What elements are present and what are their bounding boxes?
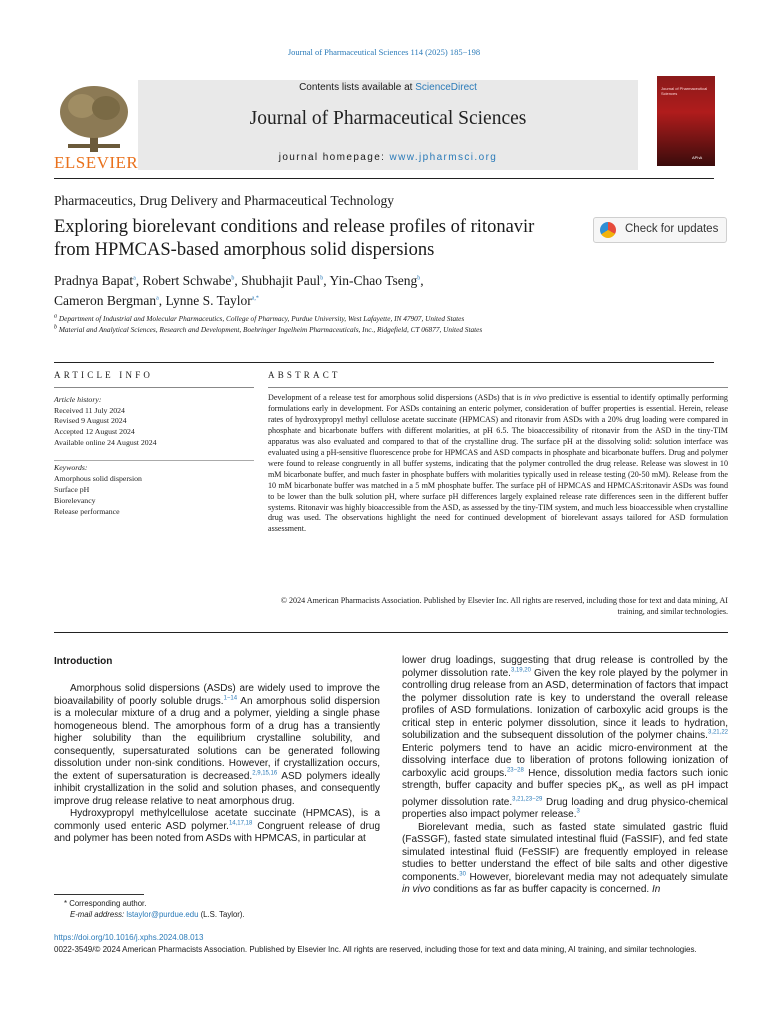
- doi-link[interactable]: https://doi.org/10.1016/j.xphs.2024.08.013: [54, 933, 204, 942]
- paragraph: lower drug loadings, suggesting that drug release is controlled by the polymer dissolution rate.$^{3,19,20}$ Given the key role played by the polymer in controlling drug release from an ASD, determination of factors that impact the polymer dissolution rate is key to understand the overall release profiles of ASD formulations. Ionization of carboxylic acid groups is the critical step in enteric polymer dissolution, since it leads to hydration, solubilization and the subsequent dissolution of the polymer chains.$^{3,21,22}$ Enteric polymers tend to have an acidic micro-environment at the dissolving interface due to liberation of protons following ionization of carboxylic acid groups.$^{23-28}$ Hence, dissolution media factors such ionic strength, buffer capacity and buffer species $pK_a$, as well as pH impact polymer dissolution rate.$^{3,21,23-29}$ Drug loading and drug physico-chemical properties also impact polymer release.$^3$: [402, 655, 728, 820]
- affiliation-mark[interactable]: a: [156, 295, 159, 302]
- author[interactable]: Lynne S. Taylor: [165, 293, 252, 308]
- authors-line-1: Pradnya Bapat$^a$, Robert Schwabe$^b$, Shubhajit Paul$^b$, Yin-Chao Tseng$^b$,: [54, 273, 424, 288]
- right-column: [402, 655, 728, 897]
- cover-badge: APhA: [692, 155, 703, 160]
- citation[interactable]: 3: [576, 808, 580, 815]
- keyword: Amorphous solid dispersion: [54, 474, 142, 483]
- affiliation-mark[interactable]: a: [133, 275, 136, 282]
- citation[interactable]: 30: [459, 871, 466, 878]
- paragraph: Hydroxypropyl methylcellulose acetate succinate (HPMCAS), is a commonly used enteric ASD polymer.$^{14,17,18}$ Congruent release of drug and polymer has been noted from ASDs with HPMCAS, in particular at: [54, 808, 381, 844]
- author[interactable]: Pradnya Bapat: [54, 273, 134, 288]
- abstract-heading: ABSTRACT: [268, 370, 341, 380]
- info-subdivider: [54, 387, 254, 388]
- authors-line-2: Cameron Bergman$^a$, Lynne S. Taylor$^{a,*}$: [54, 293, 259, 308]
- keywords-label: Keywords:: [54, 463, 88, 472]
- citation[interactable]: 3,21,22: [707, 729, 728, 736]
- paragraph: Biorelevant media, such as fasted state simulated gastric fluid (FaSSGF), fasted state simulated intestinal fluid (FaSSIF), and fed state simulated intestinal fluid (FeSSIF) are frequently employed in release studies to better understand the effect of bile salts and other digestive components.$^{30}$ However, biorelevant media may not adequately simulate in vivo conditions as far as buffer capacity is concerned. In: [402, 821, 728, 895]
- keyword: Release performance: [54, 507, 120, 516]
- paragraph: Amorphous solid dispersions (ASDs) are widely used to improve the bioavailability of poorly soluble drugs.$^{1-14}$ An amorphous solid dispersion is a molecular mixture of a drug and a polymer, yielding a single phase homogeneous blend. The amorphous form of a drug has a transiently higher solubility than the equilibrium crystalline solubility, and consequently, supersaturated solutions can be generated following dissolution under non-sink conditions. However, if crystallization occurs, the extent of supersaturation is decreased.$^{2,9,15,16}$ ASD polymers ideally inhibit crystallization in the solid and solution phases, and consequently improve drug release relative to neat amorphous drug.: [54, 683, 380, 807]
- keywords: [54, 462, 254, 517]
- affiliation-b: $^b$ Material and Analytical Sciences, Research and Development, Boehringer Ingelheim Pharmaceuticals, Inc., Ridgefield, CT 06877, United States: [54, 324, 483, 334]
- keyword: Biorelevancy: [54, 496, 96, 505]
- author[interactable]: Shubhajit Paul: [241, 273, 321, 288]
- citation[interactable]: 1−14: [223, 695, 238, 702]
- keywords-divider: [54, 460, 254, 461]
- contents-line: Contents lists available at ScienceDirect: [299, 82, 477, 93]
- article-info-heading: ARTICLE INFO: [54, 370, 154, 380]
- citation[interactable]: 3,21,23−29: [512, 796, 543, 803]
- keyword: Surface pH: [54, 485, 90, 494]
- affiliations: [54, 313, 714, 335]
- email-link[interactable]: lstaylor@purdue.edu: [126, 910, 199, 919]
- citation[interactable]: 3,19,20: [510, 667, 531, 674]
- history-item: Revised 9 August 2024: [54, 416, 127, 426]
- abstract-copyright: © 2024 American Pharmacists Association. Published by Elsevier Inc. All rights are reserved, including those for text and data mining, AI training, and similar technologies.: [280, 596, 728, 616]
- journal-title: Journal of Pharmaceutical Sciences: [249, 108, 527, 129]
- affiliation-mark[interactable]: b: [320, 275, 324, 282]
- author[interactable]: Yin-Chao Tseng: [329, 273, 418, 288]
- journal-reference[interactable]: Journal of Pharmaceutical Sciences 114 (2025) 185−198: [287, 47, 481, 57]
- history-label: Article history:: [54, 395, 102, 404]
- citation[interactable]: 23−28: [506, 767, 524, 774]
- homepage-line: journal homepage: www.jpharmsci.org: [278, 152, 498, 163]
- article-title: Exploring biorelevant conditions and release profiles of ritonavir from HPMCAS-based amorphous solid dispersions: [54, 217, 535, 260]
- sciencedirect-link[interactable]: ScienceDirect: [415, 82, 477, 93]
- citation[interactable]: 14,17,18: [228, 820, 253, 827]
- issn-copyright: 0022-3549/© 2024 American Pharmacists Association. Published by Elsevier Inc. All rights are reserved, including those for text and data mining, AI training, and similar technologies.: [54, 945, 697, 954]
- left-column: [54, 683, 380, 846]
- author[interactable]: Cameron Bergman: [54, 293, 157, 308]
- introduction-heading: Introduction: [54, 656, 113, 667]
- abstract-text: Development of a release test for amorphous solid dispersions (ASDs) that is in vivo predictive is essential to identify optimally performing formulations early in development. For ASDs containing an enteric polymer, consideration of buffer properties is essential. Herein, release rates of hydroxypropyl methyl cellulose acetate succinate (HPMCAS) and ritonavir from ASDs with a 20% drug loading were compared in phosphate and bicarbonate buffers with different molarities, at pH 6.5. The bioaccessibility of ritonavir from the ASD in the tiny-TIM apparatus was also evaluated and compared to that of the crystalline drug. The surface pH at the dissolving solid: solution interface was evaluated using a pH-sensitive fluorescence probe for HPMCAS and ASD compacts in phosphate and bicarbonate buffers. Drug and polymer were found to release congruently in all buffer systems, indicating that the polymer controlled the drug release. Release was slowest in 10 mM bicarbonate buffer, and much faster in phosphate buffers with molarities typically used in release testing (20-50 mM). Release from the 10 mM bicarbonate buffer was matched in a 5 mM phosphate buffer. The surface pH of HPMCAS and HPMCAS:ritonavir ASDs was found to be lower than the bulk solution pH, where surface pH differences largely explained release rate differences seen in the different buffer systems. Ritonavir was highly bioaccessible from the ASD, as assessed by the tiny-TIM system, and much less bioaccessible when crystalline drug was used. The observations highlight the need for continued development of biorelevant assays tailored for ASD formulation assessment.: [268, 393, 728, 534]
- affiliation-a: $^a$ Department of Industrial and Molecular Pharmaceutics, College of Pharmacy, Purdue University, West Lafayette, IN 47907, United States: [54, 313, 465, 323]
- author[interactable]: Robert Schwabe: [142, 273, 232, 288]
- footnote-divider: [54, 894, 144, 895]
- body-divider: [54, 632, 728, 633]
- header-divider: [54, 178, 714, 179]
- check-updates-icon: [600, 222, 616, 238]
- history-item: Accepted 12 August 2024: [54, 427, 135, 437]
- elsevier-wordmark: ELSEVIER: [54, 153, 139, 172]
- history-item: Available online 24 August 2024: [54, 437, 157, 447]
- section-label: Pharmaceutics, Drug Delivery and Pharmaceutical Technology: [54, 193, 394, 208]
- history-item: Received 11 July 2024: [54, 405, 125, 415]
- affiliation-mark[interactable]: b: [417, 275, 421, 282]
- author-list: [54, 271, 654, 311]
- homepage-link[interactable]: www.jpharmsci.org: [389, 152, 498, 163]
- citation[interactable]: 2,9,15,16: [252, 770, 278, 777]
- cover-title: Journal of Pharmaceutical Sciences: [661, 86, 708, 96]
- abstract-subdivider: [268, 387, 728, 388]
- check-updates-label: Check for updates: [625, 223, 719, 235]
- affiliation-mark[interactable]: b: [231, 275, 235, 282]
- info-divider: [54, 362, 714, 363]
- corresponding-footnote: * Corresponding author. E-mail address: lstaylor@purdue.edu (L.S. Taylor).: [64, 899, 245, 919]
- article-history: [54, 395, 254, 449]
- affiliation-mark[interactable]: a,*: [251, 295, 259, 302]
